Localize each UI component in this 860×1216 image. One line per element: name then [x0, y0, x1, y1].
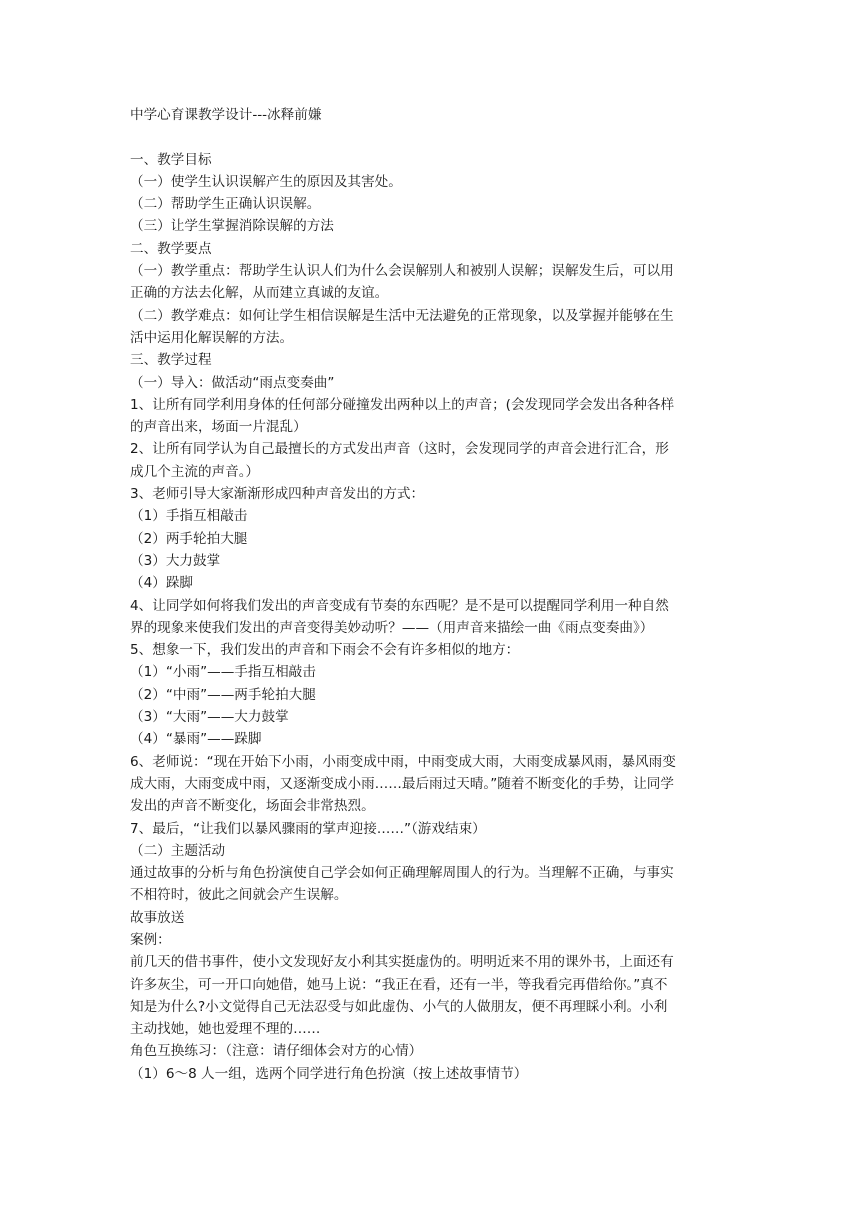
text-line: 一、教学目标 — [130, 151, 212, 168]
text-line: （2）“中雨”——两手轮拍大腿 — [130, 686, 316, 703]
text-line: （4）跺脚 — [130, 575, 194, 592]
document-title: 中学心育课教学设计---冰释前嫌 — [130, 107, 322, 123]
text-line: 角色互换练习：（注意：请仔细体会对方的心情） — [130, 1043, 423, 1060]
text-line: 发出的声音不断变化，场面会非常热烈。 — [130, 798, 375, 815]
text-line: 4、让同学如何将我们发出的声音变成有节奏的东西呢？是不是可以提醒同学利用一种自然 — [130, 597, 669, 614]
text-line: 知是为什么?小文觉得自己无法忍受与如此虚伪、小气的人做朋友，便不再理睬小利。小利 — [130, 998, 668, 1015]
text-line: 6、老师说：“现在开始下小雨，小雨变成中雨，中雨变成大雨，大雨变成暴风雨，暴风雨变 — [130, 753, 676, 770]
text-line: 2、让所有同学认为自己最擅长的方式发出声音（这时，会发现同学的声音会进行汇合，形 — [130, 441, 669, 458]
text-line: （1）6～8 人一组，选两个同学进行角色扮演（按上述故事情节） — [130, 1065, 528, 1082]
text-line: （3）大力鼓掌 — [130, 552, 221, 569]
text-line: 成几个主流的声音。） — [130, 463, 260, 480]
text-line: 活中运用化解误解的方法。 — [130, 329, 294, 346]
text-line: （二）主题活动 — [130, 842, 226, 859]
text-line: 案例： — [130, 931, 171, 948]
text-line: 不相符时，彼此之间就会产生误解。 — [130, 887, 348, 904]
text-line: 二、教学要点 — [130, 240, 212, 257]
text-line: 通过故事的分析与角色扮演使自己学会如何正确理解周围人的行为。当理解不正确，与事实 — [130, 865, 674, 882]
text-line: （3）“大雨”——大力鼓掌 — [130, 709, 289, 726]
text-line: 3、老师引导大家渐渐形成四种声音发出的方式： — [130, 486, 425, 503]
text-line: （二）帮助学生正确认识误解。 — [130, 196, 321, 213]
text-line: （二）教学难点：如何让学生相信误解是生活中无法避免的正常现象，以及掌握并能够在生 — [130, 307, 674, 324]
text-line: （4）“暴雨”——跺脚 — [130, 731, 262, 748]
text-line: 许多灰尘，可一开口向她借，她马上说：“我正在看，还有一半，等我看完再借给你。”真不 — [130, 976, 668, 993]
text-line: 1、让所有同学利用身体的任何部分碰撞发出两种以上的声音；(会发现同学会发出各种各样 — [130, 396, 675, 413]
text-line: 7、最后，“让我们以暴风骤雨的掌声迎接……”（游戏结束） — [130, 820, 486, 837]
text-line: 故事放送 — [130, 909, 185, 926]
text-line: 成大雨，大雨变成中雨，又逐渐变成小雨……最后雨过天晴。”随着不断变化的手势，让同学 — [130, 775, 674, 792]
text-line: 界的现象来使我们发出的声音变得美妙动听？——（用声音来描绘一曲《雨点变奏曲》） — [130, 619, 654, 636]
text-line: 主动找她，她也爱理不理的…… — [130, 1021, 321, 1038]
text-line: 正确的方法去化解，从而建立真诚的友谊。 — [130, 285, 389, 302]
text-line: （一）使学生认识误解产生的原因及其害处。 — [130, 173, 402, 190]
text-line: （三）让学生掌握消除误解的方法 — [130, 218, 334, 235]
document-body — [130, 149, 732, 1085]
text-line: 5、想象一下，我们发出的声音和下雨会不会有许多相似的地方： — [130, 642, 520, 659]
document-page — [130, 104, 732, 1085]
text-line: （一）导入：做活动“雨点变奏曲” — [130, 374, 335, 391]
text-line: （2）两手轮拍大腿 — [130, 530, 248, 547]
text-line: 的声音出来，场面一片混乱） — [130, 419, 307, 436]
text-line: （1）“小雨”——手指互相敲击 — [130, 664, 316, 681]
text-line: 三、教学过程 — [130, 352, 212, 369]
text-line: （一）教学重点：帮助学生认识人们为什么会误解别人和被别人误解；误解发生后，可以用 — [130, 263, 674, 280]
text-line: 前几天的借书事件，使小文发现好友小利其实挺虚伪的。明明近来不用的课外书，上面还有 — [130, 954, 674, 971]
text-line: （1）手指互相敲击 — [130, 508, 248, 525]
